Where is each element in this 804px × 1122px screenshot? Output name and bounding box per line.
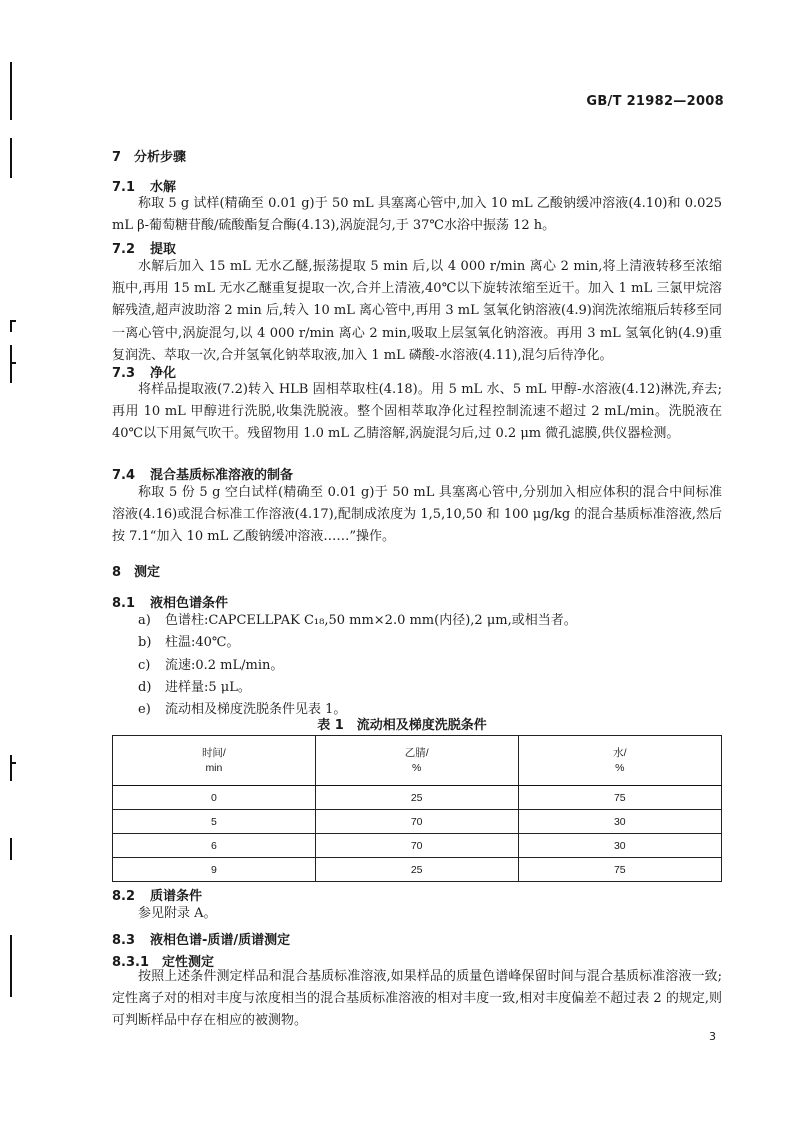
list-label: c) bbox=[138, 657, 151, 673]
list-text: 进样量:5 μL。 bbox=[165, 679, 251, 695]
table-cell: 9 bbox=[113, 858, 316, 882]
section-title: 分析步骤 bbox=[134, 150, 187, 165]
list-item bbox=[138, 655, 577, 677]
table-row bbox=[113, 810, 722, 834]
section-title: 净化 bbox=[150, 366, 177, 381]
section-heading-8-3 bbox=[112, 929, 290, 948]
header-line: 水/ bbox=[613, 746, 627, 759]
section-title: 水解 bbox=[150, 180, 177, 195]
page-number: 3 bbox=[709, 1030, 716, 1043]
paragraph-8-3-1: 按照上述条件测定样品和混合基质标准溶液,如果样品的质量色谱峰保留时间与混合基质标准溶液一致;定性离子对的相对丰度与浓度相当的混合基质标准溶液的相对丰度一致,相对丰度偏差不超过表 2 的规定,则可判断样品中存在相应的被测物。 bbox=[112, 969, 722, 1029]
standard-code: GB/T 21982—2008 bbox=[586, 94, 724, 109]
section-heading-7 bbox=[112, 146, 186, 165]
table-cell: 0 bbox=[113, 786, 316, 810]
table-header-cell bbox=[518, 736, 721, 786]
table-header-cell bbox=[113, 736, 316, 786]
section-heading-7-2 bbox=[112, 238, 176, 257]
table-cell: 30 bbox=[518, 810, 721, 834]
section-number: 7.4 bbox=[112, 468, 136, 483]
list-label: a) bbox=[138, 613, 151, 628]
gradient-table bbox=[112, 735, 722, 882]
list-text: 流动相及梯度洗脱条件见表 1。 bbox=[165, 702, 347, 718]
section-number: 8.2 bbox=[112, 889, 136, 904]
scan-margin-mark bbox=[10, 138, 12, 178]
section-number: 8.3 bbox=[112, 933, 136, 948]
header-line: % bbox=[615, 761, 625, 774]
table-row bbox=[113, 858, 722, 882]
table-cell: 25 bbox=[315, 786, 518, 810]
paragraph-7-2: 水解后加入 15 mL 无水乙醚,振荡提取 5 min 后,以 4 000 r/min 离心 2 min,将上清液转移至浓缩瓶中,再用 15 mL 无水乙醚重复提取一次,合并上清液,40℃以下旋转浓缩至近干。加入 1 mL 三氯甲烷溶解残渣,超声波助溶 2 min 后,转入 10 mL 离心管中,再用 3 mL 氢氧化钠溶液(4.9)润洗浓缩瓶后转移至同一离心管中,涡旋混匀,以 4 000 r/min 离心 2 min,吸取上层氢氧化钠溶液。再用 3 mL 氢氧化钠(4.9)重复润洗、萃取一次,合并氢氧化钠萃取液,加入 1 mL 磷酸-水溶液(4.11),混匀后待净化。 bbox=[112, 259, 722, 363]
table-caption: 表 1 流动相及梯度洗脱条件 bbox=[317, 718, 487, 733]
section-number: 7.3 bbox=[112, 366, 136, 381]
header-line: min bbox=[205, 761, 223, 774]
scan-margin-mark bbox=[10, 345, 12, 383]
scan-margin-mark bbox=[10, 755, 12, 781]
section-title: 定性测定 bbox=[162, 955, 215, 970]
paragraph-7-3: 将样品提取液(7.2)转入 HLB 固相萃取柱(4.18)。用 5 mL 水、5 mL 甲醇-水溶液(4.12)淋洗,弃去;再用 10 mL 甲醇进行洗脱,收集洗脱液。整个固相萃取净化过程控制流速不超过 2 mL/min。洗脱液在 40℃以下用氮气吹干。残留物用 1.0 mL 乙腈溶解,涡旋混匀后,过 0.2 μm 微孔滤膜,供仪器检测。 bbox=[112, 382, 722, 442]
table-header-row bbox=[113, 736, 722, 786]
lc-conditions-list bbox=[138, 610, 577, 721]
table-cell: 75 bbox=[518, 786, 721, 810]
section-title: 液相色谱条件 bbox=[150, 596, 229, 611]
section-number: 7.2 bbox=[112, 242, 136, 257]
header-line: 时间/ bbox=[201, 746, 226, 759]
section-title: 液相色谱-质谱/质谱测定 bbox=[150, 933, 291, 948]
list-label: e) bbox=[138, 702, 151, 718]
list-label: b) bbox=[138, 635, 152, 651]
table-row bbox=[113, 834, 722, 858]
section-number: 7.1 bbox=[112, 180, 136, 195]
section-number: 8.1 bbox=[112, 596, 136, 611]
table-cell: 5 bbox=[113, 810, 316, 834]
list-item bbox=[138, 632, 577, 654]
list-text: 流速:0.2 mL/min。 bbox=[165, 657, 284, 673]
table-cell: 70 bbox=[315, 810, 518, 834]
section-heading-8-2 bbox=[112, 885, 202, 904]
section-title: 混合基质标准溶液的制备 bbox=[150, 468, 294, 483]
header-line: % bbox=[412, 761, 422, 774]
scan-margin-mark bbox=[10, 362, 16, 364]
list-text: 色谱柱:CAPCELLPAK C₁₈,50 mm×2.0 mm(内径),2 μm,或相当者。 bbox=[165, 613, 577, 628]
list-item bbox=[138, 610, 577, 632]
section-number: 7 bbox=[112, 150, 122, 165]
table-cell: 6 bbox=[113, 834, 316, 858]
paragraph-8-2: 参见附录 A。 bbox=[138, 906, 217, 921]
scan-margin-mark bbox=[10, 838, 12, 860]
section-title: 测定 bbox=[134, 565, 161, 580]
section-number: 8.3.1 bbox=[112, 955, 150, 970]
section-title: 提取 bbox=[150, 242, 177, 257]
table-cell: 30 bbox=[518, 834, 721, 858]
scan-margin-mark bbox=[10, 62, 12, 120]
list-item bbox=[138, 677, 577, 699]
table-row bbox=[113, 786, 722, 810]
section-number: 8 bbox=[112, 565, 122, 580]
table-cell: 70 bbox=[315, 834, 518, 858]
section-title: 质谱条件 bbox=[150, 889, 203, 904]
section-heading-8-1 bbox=[112, 592, 228, 611]
list-label: d) bbox=[138, 679, 152, 695]
table-cell: 75 bbox=[518, 858, 721, 882]
header-line: 乙腈/ bbox=[404, 746, 429, 759]
paragraph-7-4: 称取 5 份 5 g 空白试样(精确至 0.01 g)于 50 mL 具塞离心管中,分别加入相应体积的混合中间标准溶液(4.16)或混合标准工作溶液(4.17),配制成浓度为 1,5,10,50 和 100 μg/kg 的混合基质标准溶液,然后按 7.1“加入 10 mL 乙酸钠缓冲溶液……”操作。 bbox=[112, 485, 722, 545]
section-heading-7-4 bbox=[112, 464, 293, 483]
table-header-cell bbox=[315, 736, 518, 786]
paragraph-7-1: 称取 5 g 试样(精确至 0.01 g)于 50 mL 具塞离心管中,加入 10 mL 乙酸钠缓冲溶液(4.10)和 0.025 mL β-葡萄糖苷酸/硫酸酯复合酶(4.13),涡旋混匀,于 37℃水浴中振荡 12 h。 bbox=[112, 196, 722, 234]
scan-margin-mark bbox=[10, 762, 16, 764]
scan-margin-mark bbox=[10, 320, 12, 332]
list-text: 柱温:40℃。 bbox=[165, 635, 240, 651]
table-cell: 25 bbox=[315, 858, 518, 882]
scan-margin-mark bbox=[10, 935, 12, 997]
section-heading-8 bbox=[112, 561, 160, 580]
